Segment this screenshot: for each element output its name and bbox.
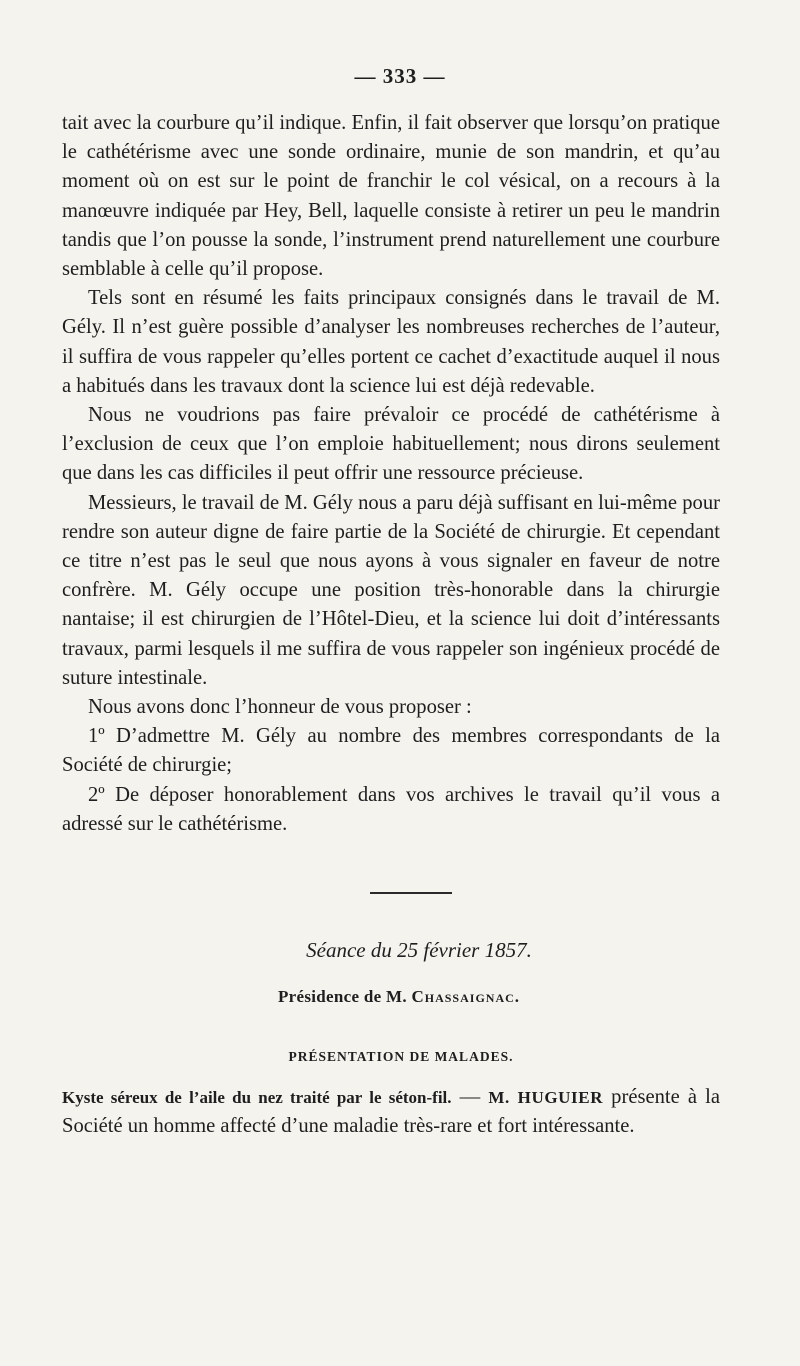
session-title: Séance du 25 février 1857.	[306, 938, 532, 963]
paragraph-5: Nous avons donc l’honneur de vous proposer :	[88, 696, 472, 719]
case-text: présente à la Société un homme affecté d’une maladie très-rare et fort intéressante.	[62, 1086, 721, 1138]
case-author: M. HUGUIER	[488, 1088, 604, 1108]
paragraph-1: tait avec la courbure qu’il indique. Enfin, il fait observer que lorsqu’on pratique le cathétérisme avec une sonde ordinaire, munie de son mandrin, et qu’au moment où on est sur le point de franchir le col vésical, on a recours à la manœuvre indiquée par Hey, Bell, laquelle consiste à retirer un peu le mandrin tandis que l’on pousse la sonde, l’instrument prend naturellement une courbure semblable à celle qu’il propose.	[62, 112, 720, 281]
paragraph-4: Messieurs, le travail de M. Gély nous a paru déjà suffisant en lui-même pour rendre son auteur digne de faire partie de la Société de chirurgie. Et cependant ce titre n’est pas le seul que nous ayons à vous signaler en faveur de notre confrère. M. Gély occupe une position très-honorable dans la chirurgie nantaise; il est chirurgien de l’Hôtel-Dieu, et la science lui doit d’intéressants travaux, parmi lesquels il me suffira de vous rappeler son ingénieux procédé de suture intestinale.	[62, 491, 720, 689]
proposal-item-1: 1º D’admettre M. Gély au nombre des membres correspondants de la Société de chirurgie;	[62, 725, 720, 777]
presidency-line	[78, 987, 720, 1007]
paragraph-3: Nous ne voudrions pas faire prévaloir ce procédé de cathétérisme à l’exclusion de ceux que l’on emploie habituellement; nous dirons seulement que dans les cas difficiles il peut offrir une ressource précieuse.	[62, 404, 720, 485]
report-body	[62, 109, 720, 839]
case-dash: —	[451, 1086, 489, 1109]
paragraph-2: Tels sont en résumé les faits principaux consignés dans le travail de M. Gély. Il n’est guère possible d’analyser les nombreuses recherches de l’auteur, il suffira de vous rappeler qu’elles portent ce cachet d’exactitude auquel il nous a habitués dans les travaux dont la science lui est déjà redevable.	[62, 287, 720, 397]
proposal-item-2: 2º De déposer honorablement dans vos archives le travail qu’il vous a adressé sur le cathétérisme.	[62, 783, 720, 835]
presidency-prefix: Présidence de M.	[277, 987, 407, 1007]
section-heading: PRÉSENTATION DE MALADES.	[288, 1049, 514, 1065]
case-paragraph	[62, 1083, 720, 1141]
section-divider	[370, 892, 452, 894]
page-number: — 333 —	[354, 64, 446, 88]
case-title: Kyste séreux de l’aile du nez traité par le séton-fil.	[62, 1088, 452, 1108]
document-page	[62, 64, 720, 1162]
president-name: Chassaignac.	[411, 987, 521, 1007]
